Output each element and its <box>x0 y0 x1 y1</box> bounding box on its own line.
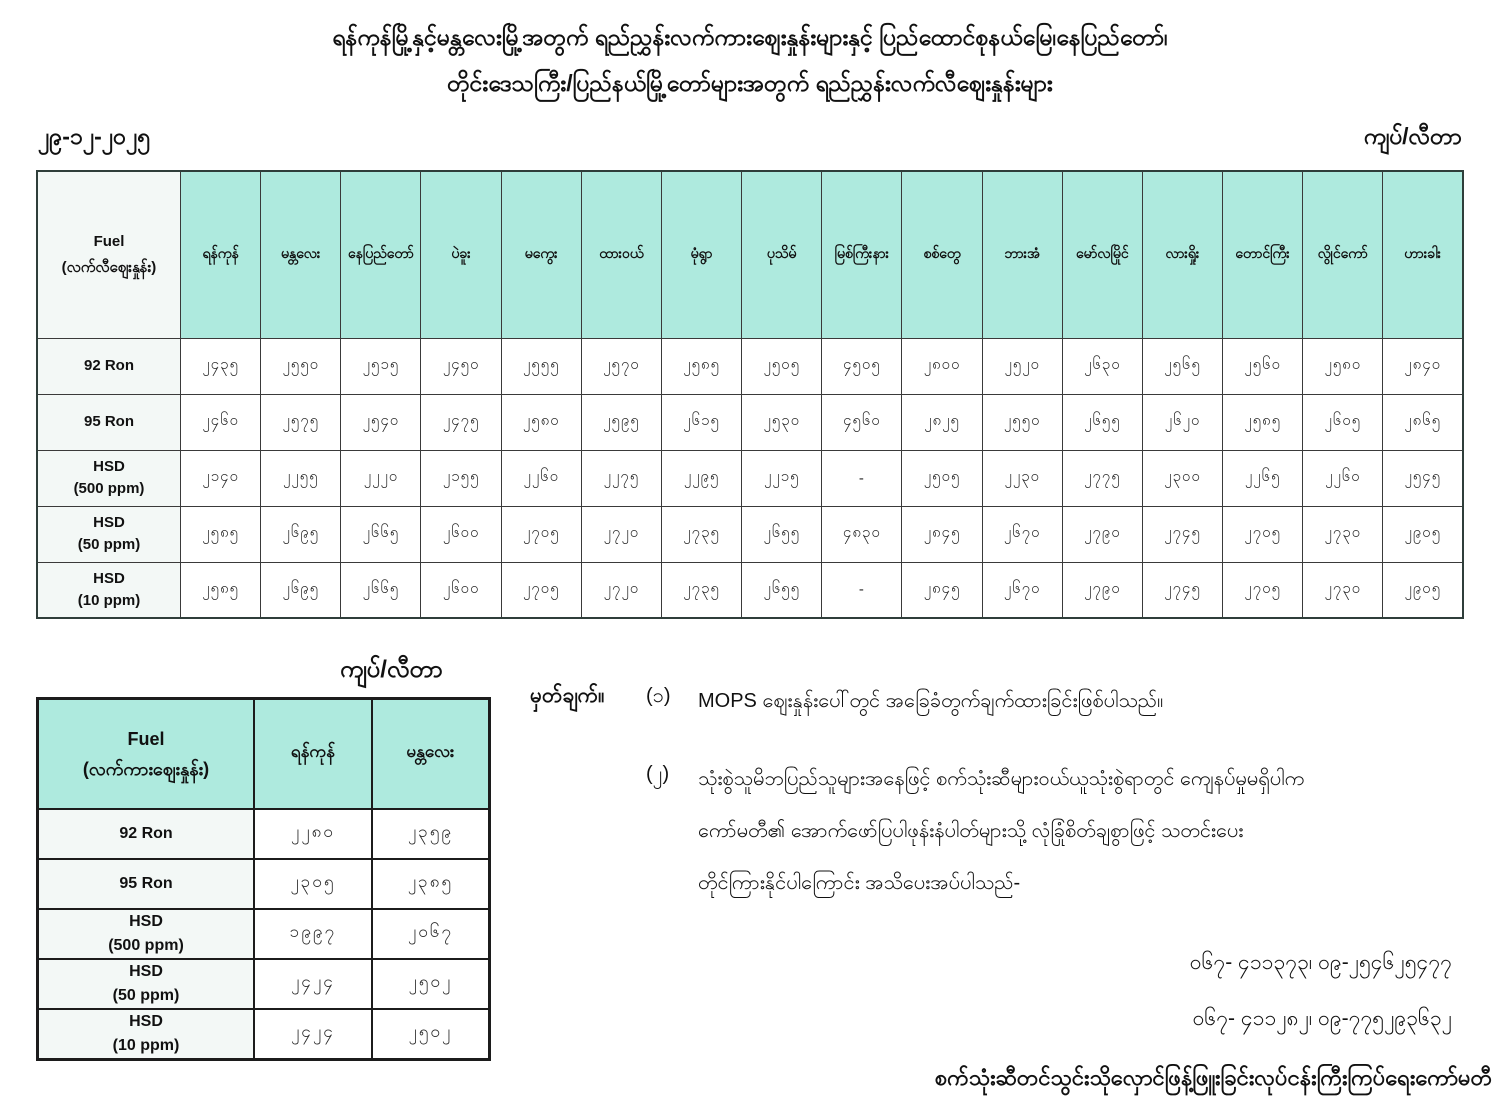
wholesale-price-table <box>36 697 491 1061</box>
price-cell: ၂၄၇၅ <box>421 394 501 450</box>
price-cell: ၂၅၂၀ <box>982 338 1062 394</box>
city-column-header: စစ်တွေ <box>902 171 982 338</box>
price-cell: ၂၁၅၅ <box>421 450 501 506</box>
city-column-header: ပဲခူး <box>421 171 501 338</box>
price-cell: ၂၇၄၅ <box>1142 562 1222 618</box>
price-cell: ၂၇၄၅ <box>1142 506 1222 562</box>
price-cell: ၂၆၉၅ <box>261 506 341 562</box>
price-cell: ၂၈၄၅ <box>902 562 982 618</box>
price-cell: ၂၄၃၅ <box>181 338 261 394</box>
price-cell: ၂၄၅၀ <box>421 338 501 394</box>
city-column-header: နေပြည်တော် <box>341 171 421 338</box>
retail-fuel-header: Fuel <box>93 232 125 250</box>
wholesale-fuel-header-cell <box>38 699 255 809</box>
note-item-2 <box>530 753 1500 909</box>
city-column-header: မန္တလေး <box>261 171 341 338</box>
price-cell: ၂၅၁၅ <box>341 338 421 394</box>
price-cell: ၂၉၀၅ <box>1383 506 1463 562</box>
fuel-type-label: 95 Ron <box>38 859 255 909</box>
price-cell: ၂၇၀၅ <box>501 562 581 618</box>
price-cell: ၂၂၉၅ <box>661 450 741 506</box>
price-cell: ၂၇၇၅ <box>1062 450 1142 506</box>
page-title-line1: ရန်ကုန်မြို့နှင့်မန္တလေးမြို့အတွက် ရည်ညွှန်းလက်ကားဈေးနှုန်းများနှင့် ပြည်ထောင်စုနယ်မြေ၊နေပြည်တော်၊ <box>332 24 1168 50</box>
retail-fuel-subheader: (လက်လီဈေးနှုန်း) <box>61 258 157 276</box>
price-cell: ၂၂၆၀ <box>1303 450 1383 506</box>
price-cell: ၂၇၂၀ <box>581 506 661 562</box>
price-cell: ၂၇၀၅ <box>1223 506 1303 562</box>
fuel-type-label: 92 Ron <box>37 338 181 394</box>
price-cell: ၂၄၂၄ <box>254 1009 372 1060</box>
fuel-price-row <box>38 859 490 909</box>
price-cell: ၂၅၇၀ <box>581 338 661 394</box>
retail-price-table <box>36 170 1464 619</box>
note-1-number: (၁) <box>646 685 671 707</box>
price-cell: ၄၈၃၀ <box>822 506 902 562</box>
price-cell: ၂၇၉၀ <box>1062 562 1142 618</box>
bottom-section <box>0 647 1500 1096</box>
price-cell: ၂၂၇၅ <box>581 450 661 506</box>
city-column-header: တောင်ကြီး <box>1223 171 1303 338</box>
note-item-1 <box>530 675 1500 727</box>
wholesale-table-body <box>38 809 490 1060</box>
price-cell: ၂၉၀၅ <box>1383 562 1463 618</box>
price-cell: ၂၂၁၅ <box>742 450 822 506</box>
price-cell: ၂၅၀၅ <box>742 338 822 394</box>
price-cell: ၂၇၃၅ <box>661 506 741 562</box>
price-cell: ၂၆၅၅ <box>1062 394 1142 450</box>
note-1-line1: MOPS ဈေးနှုန်းပေါ်တွင် အခြေခံတွက်ချက်ထားခြင်းဖြစ်ပါသည်။ <box>698 690 1164 712</box>
fuel-price-row <box>38 1009 490 1060</box>
price-cell: ၂၅၄၀ <box>341 394 421 450</box>
price-cell: ၂၃၈၅ <box>372 859 490 909</box>
price-cell: ၂၅၈၅ <box>661 338 741 394</box>
city-column-header: လားရှိုး <box>1142 171 1222 338</box>
price-cell: ၂၇၀၅ <box>1223 562 1303 618</box>
price-cell: ၂၈၄၅ <box>902 506 982 562</box>
retail-header-row <box>37 171 1463 338</box>
price-cell: ၂၅၈၅ <box>1223 394 1303 450</box>
price-cell: ၂၈၂၅ <box>902 394 982 450</box>
price-cell: ၂၄၂၄ <box>254 959 372 1009</box>
price-cell: ၂၆၀၀ <box>421 562 501 618</box>
price-cell: ၄၅၀၅ <box>822 338 902 394</box>
city-column-header: မကွေး <box>501 171 581 338</box>
price-cell: ၂၄၆၀ <box>181 394 261 450</box>
fuel-price-row <box>37 394 1463 450</box>
price-cell: ၂၆၆၅ <box>341 562 421 618</box>
price-cell: ၂၅၅၅ <box>501 338 581 394</box>
price-cell: ၂၃၅၉ <box>372 809 490 859</box>
price-cell: ၂၅၀၅ <box>902 450 982 506</box>
price-cell: - <box>822 562 902 618</box>
note-2-text <box>698 753 1500 909</box>
price-cell: ၂၆၇၀ <box>982 562 1062 618</box>
note-2-line1: သုံးစွဲသူမိဘပြည်သူများအနေဖြင့် စက်သုံးဆီများဝယ်ယူသုံးစွဲရာတွင် ကျေနပ်မှုမရှိပါက <box>698 768 1305 790</box>
retail-fuel-header-cell <box>37 171 181 338</box>
wholesale-header-row <box>38 699 490 809</box>
price-cell: ၂၅၆၅ <box>1142 338 1222 394</box>
price-cell: ၂၈၀၀ <box>902 338 982 394</box>
note-2-number: (၂) <box>646 763 670 785</box>
fuel-type-label: HSD (10 ppm) <box>38 1009 255 1060</box>
fuel-type-label: HSD (500 ppm) <box>37 450 181 506</box>
price-cell: ၂၃၀၅ <box>254 859 372 909</box>
fuel-type-label: HSD (500 ppm) <box>38 909 255 959</box>
wholesale-fuel-subheader: (လက်ကားဈေးနှုန်း) <box>82 758 210 779</box>
notes-block <box>520 647 1500 1096</box>
price-cell: ၂၂၃၀ <box>982 450 1062 506</box>
contact-phones <box>530 935 1500 1047</box>
fuel-price-row <box>37 450 1463 506</box>
price-cell: ၂၆၃၀ <box>1062 338 1142 394</box>
price-cell: ၂၆၁၅ <box>661 394 741 450</box>
price-cell: ၂၅၇၅ <box>261 394 341 450</box>
price-cell: ၂၇၃၀ <box>1303 506 1383 562</box>
price-cell: - <box>822 450 902 506</box>
price-cell: ၂၂၈၀ <box>254 809 372 859</box>
price-cell: ၁၉၉၇ <box>254 909 372 959</box>
fuel-type-label: HSD (50 ppm) <box>38 959 255 1009</box>
price-cell: ၂၅၀၂ <box>372 1009 490 1060</box>
price-cell: ၂၆၂၀ <box>1142 394 1222 450</box>
price-cell: ၂၂၅၅ <box>261 450 341 506</box>
price-cell: ၂၅၀၂ <box>372 959 490 1009</box>
price-cell: ၂၂၆၅ <box>1223 450 1303 506</box>
unit-label: ကျပ်/လီတာ <box>1363 123 1462 149</box>
fuel-price-row <box>37 562 1463 618</box>
price-cell: ၂၇၀၅ <box>501 506 581 562</box>
price-cell: ၂၆၆၅ <box>341 506 421 562</box>
fuel-type-label: HSD (10 ppm) <box>37 562 181 618</box>
fuel-price-row <box>38 809 490 859</box>
price-cell: ၄၅၆၀ <box>822 394 902 450</box>
page-title <box>0 0 1500 106</box>
price-cell: ၂၀၆၇ <box>372 909 490 959</box>
price-cell: ၂၅၅၀ <box>982 394 1062 450</box>
notes-heading: မှတ်ချက်။ <box>530 684 605 707</box>
fuel-price-row <box>37 506 1463 562</box>
price-cell: ၂၇၃၀ <box>1303 562 1383 618</box>
note-2-line3: တိုင်ကြားနိုင်ပါကြောင်း အသိပေးအပ်ပါသည်- <box>698 872 1021 894</box>
committee-signature: စက်သုံးဆီတင်သွင်းသိုလှောင်ဖြန့်ဖြူးခြင်းလုပ်ငန်းကြီးကြပ်ရေးကော်မတီ <box>934 1065 1492 1090</box>
price-cell: ၂၅၈၅ <box>181 506 261 562</box>
date-label: ၂၉-၁၂-၂၀၂၅ <box>38 123 151 149</box>
city-column-header: ဟားခါး <box>1383 171 1463 338</box>
city-column-header: မုံရွာ <box>661 171 741 338</box>
price-cell: ၂၅၅၀ <box>261 338 341 394</box>
price-cell: ၂၃၀၀ <box>1142 450 1222 506</box>
price-cell: ၂၅၈၀ <box>501 394 581 450</box>
city-column-header: မြစ်ကြီးနား <box>822 171 902 338</box>
fuel-price-row <box>37 338 1463 394</box>
price-cell: ၂၅၄၅ <box>1383 450 1463 506</box>
price-cell: ၂၅၈၅ <box>181 562 261 618</box>
price-cell: ၂၆၀၀ <box>421 506 501 562</box>
city-column-header: ထားဝယ် <box>581 171 661 338</box>
price-cell: ၂၅၆၀ <box>1223 338 1303 394</box>
price-cell: ၂၈၄၀ <box>1383 338 1463 394</box>
wholesale-unit-label: ကျပ်/လီတာ <box>340 656 443 683</box>
price-cell: ၂၆၀၅ <box>1303 394 1383 450</box>
city-column-header: မော်လမြိုင် <box>1062 171 1142 338</box>
city-column-header: ရန်ကုန် <box>181 171 261 338</box>
note-2-line2: ကော်မတီ၏ အောက်ဖော်ပြပါဖုန်းနံပါတ်များသို့ လုံခြုံစိတ်ချစွာဖြင့် သတင်းပေး <box>698 820 1244 842</box>
price-cell: ၂၇၃၅ <box>661 562 741 618</box>
price-cell: ၂၂၆၀ <box>501 450 581 506</box>
price-cell: ၂၇၂၀ <box>581 562 661 618</box>
price-cell: ၂၆၅၅ <box>742 562 822 618</box>
price-cell: ၂၇၉၀ <box>1062 506 1142 562</box>
city-column-header: ရန်ကုန် <box>254 699 372 809</box>
price-cell: ၂၁၄၀ <box>181 450 261 506</box>
phone-line-1: ၀၆၇- ၄၁၁၃၇၃၊ ၀၉-၂၅၄၆၂၅၄၇၇ <box>1189 951 1452 974</box>
meta-row <box>0 122 1500 156</box>
retail-table-wrap <box>36 170 1464 619</box>
fuel-price-row <box>38 909 490 959</box>
price-cell: ၂၅၈၀ <box>1303 338 1383 394</box>
city-column-header: ဘားအံ <box>982 171 1062 338</box>
city-column-header: လွိုင်ကော် <box>1303 171 1383 338</box>
price-cell: ၂၆၇၀ <box>982 506 1062 562</box>
note-1-text <box>698 675 1500 727</box>
fuel-type-label: 92 Ron <box>38 809 255 859</box>
phone-line-2: ၀၆၇- ၄၁၁၂၈၂၊ ၀၉-၇၇၅၂၉၃၆၃၂ <box>1192 1007 1452 1030</box>
fuel-type-label: HSD (50 ppm) <box>37 506 181 562</box>
price-cell: ၂၈၆၅ <box>1383 394 1463 450</box>
price-cell: ၂၅၃၀ <box>742 394 822 450</box>
price-cell: ၂၂၂၀ <box>341 450 421 506</box>
price-cell: ၂၆၅၅ <box>742 506 822 562</box>
city-column-header: ပုသိမ် <box>742 171 822 338</box>
price-cell: ၂၅၉၅ <box>581 394 661 450</box>
fuel-type-label: 95 Ron <box>37 394 181 450</box>
city-column-header: မန္တလေး <box>372 699 490 809</box>
wholesale-fuel-header: Fuel <box>127 728 165 749</box>
wholesale-block <box>0 647 520 1096</box>
retail-table-body <box>37 338 1463 618</box>
fuel-price-row <box>38 959 490 1009</box>
page-title-line2: တိုင်းဒေသကြီး/ပြည်နယ်မြို့တော်များအတွက် ရည်ညွှန်းလက်လီဈေးနှုန်းများ <box>447 70 1053 96</box>
price-cell: ၂၆၉၅ <box>261 562 341 618</box>
